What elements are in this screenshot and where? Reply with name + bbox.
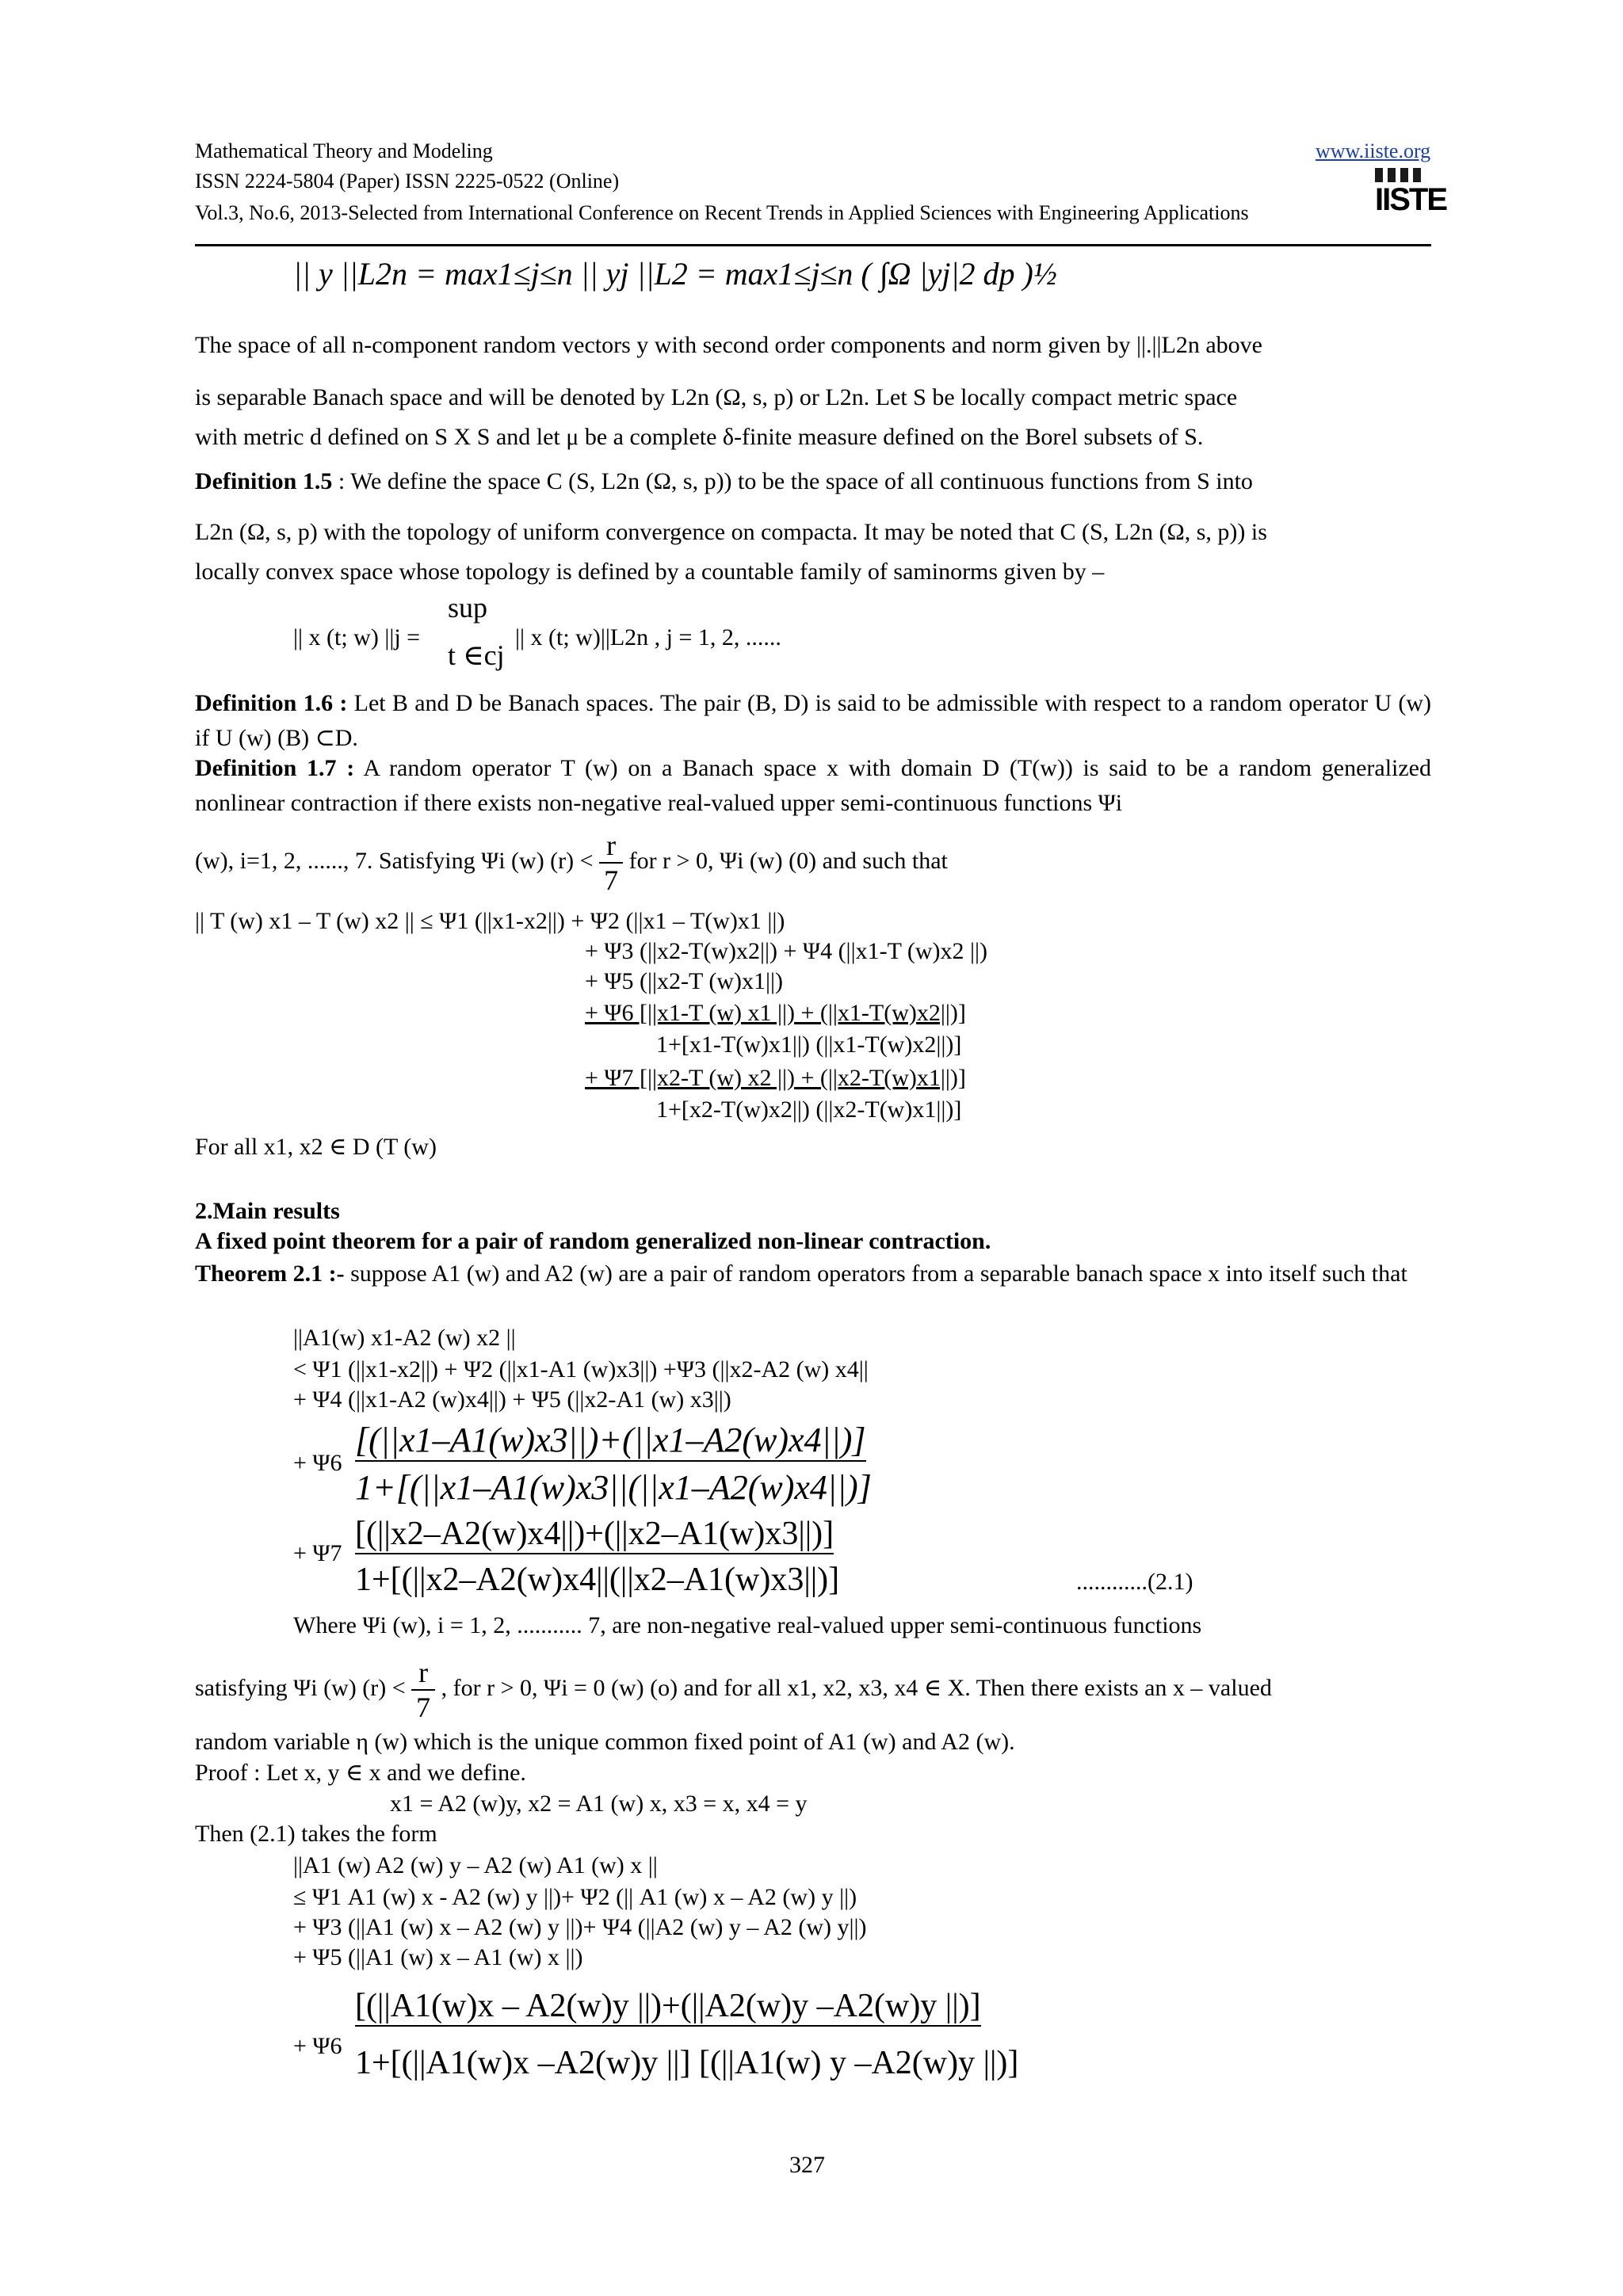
norm-equation: || y ||L2n = max1≤j≤n || yj ||L2 = max1≤j≤n ( ∫Ω |yj|2 dp )½ [293,256,1057,292]
random-variable-line: random variable η (w) which is the unique common fixed point of A1 (w) and A2 (w). [195,1729,1015,1755]
definition-1-7-label: Definition 1.7 : [195,755,355,781]
definition-1-6-text: Let B and D be Banach spaces. The pair (B, D) is said to be admissible with respect to a random operator U (w) if U (w) (B) ⊂D. [195,690,1432,751]
journal-url-link[interactable]: www.iiste.org [1316,139,1431,162]
form-line-2: ≤ Ψ1 A1 (w) x - A2 (w) y ||)+ Ψ2 (|| A1 (w) x – A2 (w) y ||) [293,1884,857,1910]
inequality-line-7: 1+[x2-T(w)x2||) (||x2-T(w)x1||)] [656,1097,962,1123]
inequality-line-1: || T (w) x1 – T (w) x2 || ≤ Ψ1 (||x1-x2||) + Ψ2 (||x1 – T(w)x1 ||) [195,908,785,934]
psi6-fraction-denominator: 1+[(||x1–A1(w)x3||(||x1–A2(w)x4||)] [355,1468,872,1507]
inequality-line-5: 1+[x1-T(w)x1||) (||x1-T(w)x2||)] [656,1032,962,1058]
definition-1-5-line-2: L2n (Ω, s, p) with the topology of uniform convergence on compacta. It may be noted that C (S, L2n (Ω, s, p)) is [195,519,1267,545]
header-divider [195,244,1431,246]
paragraph-line-2: is separable Banach space and will be denoted by L2n (Ω, s, p) or L2n. Let S be locally compact metric space [195,384,1238,410]
fraction-denominator: 7 [604,864,619,896]
seminorm-sup: sup [448,592,488,624]
theorem-line-1: ||A1(w) x1-A2 (w) x2 || [293,1325,516,1351]
proof-line: Proof : Let x, y ∈ x and we define. [195,1760,526,1786]
psi6-label-b: + Ψ6 [293,2033,342,2059]
psi6-fraction-numerator: [(||x1–A1(w)x3||)+(||x1–A2(w)x4||)] [355,1420,866,1462]
definition-1-7-continuation [195,829,948,897]
psi7-fraction-denominator: 1+[(||x2–A2(w)x4||(||x2–A1(w)x3||)] [355,1562,840,1598]
equation-number: ............(2.1) [1076,1569,1193,1595]
paragraph-line-3: with metric d defined on S X S and let μ be a complete δ-finite measure defined on the Borel subsets of S. [195,424,1204,450]
fraction-denominator-b: 7 [416,1691,431,1723]
fraction-r-over-7-b [411,1656,435,1724]
theorem-2-1 [195,1258,1431,1290]
theorem-2-1-text: suppose A1 (w) and A2 (w) are a pair of random operators from a separable banach space x into itself such that [350,1261,1407,1287]
psi7-fraction-numerator: [(||x2–A2(w)x4||)+(||x2–A1(w)x3||)] [355,1515,834,1554]
satisfying-a: satisfying Ψi (w) (r) < [195,1674,406,1701]
theorem-2-1-label: Theorem 2.1 :- [195,1261,345,1287]
issn-line: ISSN 2224-5804 (Paper) ISSN 2225-0522 (Online) [195,170,620,193]
last-fraction-numerator: [(||A1(w)x – A2(w)y ||)+(||A2(w)y –A2(w)y ||)] [355,1987,981,2027]
definition-1-5 [195,464,1431,499]
inequality-line-3: + Ψ5 (||x2-T (w)x1||) [585,968,783,994]
inequality-line-4: + Ψ6 [||x1-T (w) x1 ||) + (||x1-T(w)x2||)] [585,1000,966,1026]
psi6-label: + Ψ6 [293,1450,342,1476]
then-line: Then (2.1) takes the form [195,1821,437,1847]
inequality-line-2: + Ψ3 (||x2-T(w)x2||) + Ψ4 (||x1-T (w)x2 ||) [585,938,987,964]
proof-definitions: x1 = A2 (w)y, x2 = A1 (w) x, x3 = x, x4 = y [390,1791,808,1817]
definition-1-5-line-1: : We define the space C (S, L2n (Ω, s, p)) to be the space of all continuous functions from S into [338,468,1253,494]
seminorm-index: t ∈cj [448,639,505,671]
satisfying-b: , for r > 0, Ψi = 0 (w) (o) and for all x1, x2, x3, x4 ∈ X. Then there exists an x – valued [441,1674,1272,1701]
definition-1-7-cont-a: (w), i=1, 2, ......, 7. Satisfying Ψi (w) (r) < [195,847,594,874]
logo-text: IISTE [1375,182,1447,217]
logo-bars-icon [1375,168,1430,182]
section-heading-main-results: 2.Main results [195,1198,340,1224]
page-number: 327 [789,2152,825,2178]
satisfying-line [195,1656,1272,1724]
definition-1-7-cont-b: for r > 0, Ψi (w) (0) and such that [628,847,948,874]
journal-title: Mathematical Theory and Modeling [195,139,493,162]
last-fraction-denominator: 1+[(||A1(w)x –A2(w)y ||] [(||A1(w) y –A2(w)y ||)] [355,2045,1019,2081]
definition-1-6-label: Definition 1.6 : [195,690,348,716]
for-all-line: For all x1, x2 ∈ D (T (w) [195,1134,437,1160]
form-line-1: ||A1 (w) A2 (w) y – A2 (w) A1 (w) x || [293,1852,658,1878]
definition-1-6 [195,686,1431,756]
definition-1-7 [195,751,1431,821]
definition-1-5-line-3: locally convex space whose topology is defined by a countable family of saminorms given by – [195,559,1105,585]
seminorm-left: || x (t; w) ||j = [293,624,421,650]
form-line-4: + Ψ5 (||A1 (w) x – A1 (w) x ||) [293,1944,583,1970]
psi7-label: + Ψ7 [293,1540,342,1566]
where-line: Where Ψi (w), i = 1, 2, ........... 7, are non-negative real-valued upper semi-continuous functions [293,1612,1202,1638]
fraction-numerator: r [599,829,623,864]
iiste-logo [1375,168,1447,223]
definition-1-5-label: Definition 1.5 [195,468,333,494]
paragraph-line-1: The space of all n-component random vectors y with second order components and norm given by ||.||L2n above [195,332,1262,358]
inequality-line-6: + Ψ7 [||x2-T (w) x2 ||) + (||x2-T(w)x1||)] [585,1065,966,1091]
form-line-3: + Ψ3 (||A1 (w) x – A2 (w) y ||)+ Ψ4 (||A2 (w) y – A2 (w) y||) [293,1914,867,1940]
section-subtitle: A fixed point theorem for a pair of random generalized non-linear contraction. [195,1228,991,1254]
fraction-numerator-b: r [411,1656,435,1691]
fraction-r-over-7 [599,829,623,897]
volume-line: Vol.3, No.6, 2013-Selected from International Conference on Recent Trends in Applied Sciences with Engineering Applications [195,201,1249,224]
theorem-line-3: + Ψ4 (||x1-A2 (w)x4||) + Ψ5 (||x2-A1 (w) x3||) [293,1386,731,1413]
definition-1-7-text: A random operator T (w) on a Banach space x with domain D (T(w)) is said to be a random generalized nonlinear contraction if there exists non-negative real-valued upper semi-continuous functions Ψi [195,755,1431,816]
seminorm-right: || x (t; w)||L2n , j = 1, 2, ...... [515,624,781,650]
theorem-line-2: < Ψ1 (||x1-x2||) + Ψ2 (||x1-A1 (w)x3||) +Ψ3 (||x2-A2 (w) x4|| [293,1356,869,1383]
